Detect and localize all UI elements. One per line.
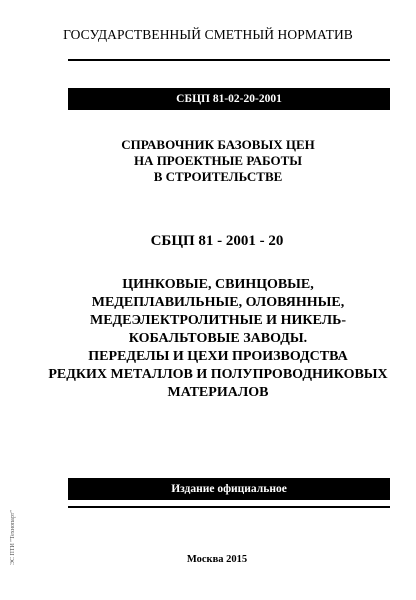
- bottom-rule: [68, 506, 390, 508]
- document-code: СБЦП 81 - 2001 - 20: [150, 233, 284, 249]
- main-title-line: МЕДЕПЛАВИЛЬНЫЕ, ОЛОВЯННЫЕ,: [91, 295, 345, 310]
- code-bar: СБЦП 81-02-20-2001: [68, 88, 390, 110]
- reference-title: [20, 137, 416, 185]
- reference-title-line: СПРАВОЧНИК БАЗОВЫХ ЦЕН: [121, 137, 315, 152]
- reference-title-line: В СТРОИТЕЛЬСТВЕ: [153, 169, 283, 184]
- main-title-line: КОБАЛЬТОВЫЕ ЗАВОДЫ.: [128, 331, 308, 346]
- side-stamp: ЭС ПТИ "Технопарт": [10, 510, 16, 565]
- main-title-line: РЕДКИХ МЕТАЛЛОВ И ПОЛУПРОВОДНИКОВЫХ: [48, 367, 388, 382]
- header-title: ГОСУДАРСТВЕННЫЙ СМЕТНЫЙ НОРМАТИВ: [63, 27, 353, 42]
- main-title-line: МЕДЕЭЛЕКТРОЛИТНЫЕ И НИКЕЛЬ-: [89, 313, 346, 328]
- city-year: Москва 2015: [186, 554, 248, 565]
- main-title-line: ЦИНКОВЫЕ, СВИНЦОВЫЕ,: [122, 277, 314, 292]
- main-title: [20, 276, 416, 402]
- edition-bar: Издание официальное: [68, 478, 390, 500]
- main-title-line: МАТЕРИАЛОВ: [167, 385, 269, 400]
- reference-title-line: НА ПРОЕКТНЫЕ РАБОТЫ: [133, 153, 303, 168]
- main-title-line: ПЕРЕДЕЛЫ И ЦЕХИ ПРОИЗВОДСТВА: [88, 349, 348, 364]
- top-rule: [68, 59, 390, 61]
